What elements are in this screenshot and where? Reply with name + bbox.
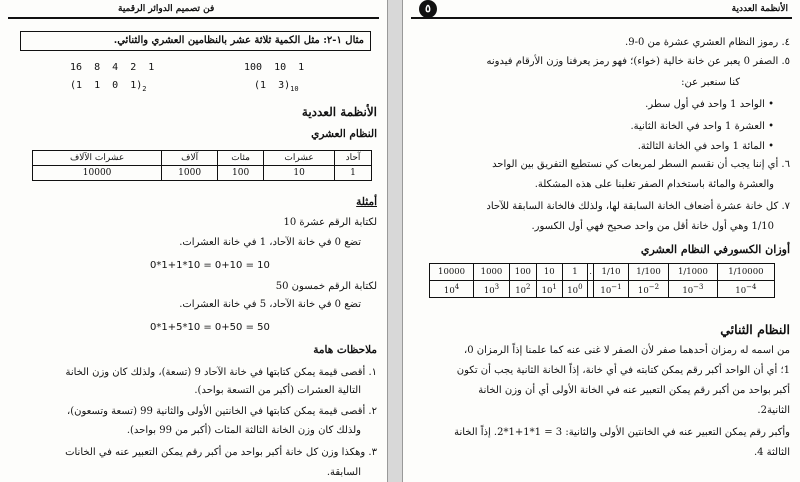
decimal-base: 10 xyxy=(290,85,299,93)
power-base: 10 xyxy=(483,285,495,296)
item-line: • الواحد 1 واحد في أول سطر. xyxy=(645,99,774,110)
decimal-digits: (1 3) xyxy=(254,80,291,91)
item-line: • العشرة 1 واحد في الخانة الثانية. xyxy=(630,121,774,132)
note-line: ٣. وهكذا وزن كل خانة أكبر بواحد من أكبر رقم يمكن التعبير عنه في الخانات xyxy=(65,447,377,458)
table-header-cell: عشرات xyxy=(264,151,335,166)
decimal-value xyxy=(254,80,299,93)
table-cell: 1000 xyxy=(162,166,218,181)
right-page xyxy=(402,0,800,482)
binary-weights: 16 8 4 2 1 xyxy=(70,62,155,73)
power-exp: 4 xyxy=(454,282,460,291)
table-cell: 1 xyxy=(562,264,588,281)
table-row xyxy=(430,281,775,298)
table-cell: . xyxy=(588,264,594,281)
binary-base: 2 xyxy=(142,85,147,93)
item-line: ٦. أي إننا يجب أن نقسم السطر لمربعات كي نستطيع التفريق بين الواحد xyxy=(492,159,790,170)
item-line: والعشرة والمائة باستخدام الصفر تغلبنا على هذه المشكلة. xyxy=(534,179,774,190)
table-cell: 10000 xyxy=(430,264,474,281)
binary-line: الثالثة 4. xyxy=(753,447,790,458)
binary-digits: (1 1 0 1) xyxy=(70,80,143,91)
item-line: ٧. كل خانة عشرة أضعاف الخانة السابقة لها، ولذلك فالخانة السابقة للآحاد xyxy=(486,201,790,212)
note-line: ولذلك كان وزن الخانة الثالثة المئات (أكبر من 99 بواحد). xyxy=(126,425,361,436)
item-line: ٥. الصفر 0 يعبر عن خانة خالية (خواء)؛ فهو رمز يعرفنا وزن الأرقام فيدونه xyxy=(486,56,790,67)
power-exp: −2 xyxy=(648,282,660,291)
table-cell: 1000 xyxy=(474,264,510,281)
table-header-row xyxy=(33,151,372,166)
binary-value xyxy=(70,80,146,93)
table-cell: 100 xyxy=(509,264,536,281)
table-cell: 100 xyxy=(218,166,264,181)
note-line: ١. أقصى قيمة يمكن كتابتها في خانة الآحاد 9 (تسعة)، ولذلك كان وزن الخانة xyxy=(65,367,377,378)
note-line: التالية العشرات (أكبر من التسعة بواحد). xyxy=(194,385,361,396)
header-title: فن تصميم الدوائر الرقمية xyxy=(118,4,215,14)
table-cell xyxy=(717,281,774,298)
item-line: • المائة 1 واحد في الخانة الثالثة. xyxy=(637,141,774,152)
item-line: 1/10 وهي أول خانة أقل من واحد صحيح فهي أول الكسور. xyxy=(531,221,774,232)
item-line: كنا سنعبر عن: xyxy=(681,77,740,88)
table-cell xyxy=(628,281,668,298)
power-base: 10 xyxy=(637,285,649,296)
power-base: 10 xyxy=(541,285,553,296)
example-2-formula: 0*1+5*10 = 0+50 = 50 xyxy=(150,322,270,333)
binary-line: 1؛ أي أن الواحد أكبر رقم يمكن كتابته في أي خانة، إذاً الخانة الثانية يجب أن تكون xyxy=(456,365,790,376)
power-base: 10 xyxy=(567,285,579,296)
header-title: الأنظمة العددية xyxy=(731,4,788,14)
binary-line: من اسمه له رمزان أحدهما صفر لأن الصفر لا غنى عنه كما علمنا إذاً الرمزان 0، xyxy=(464,345,790,356)
table-cell: 10 xyxy=(264,166,335,181)
power-exp: −1 xyxy=(611,282,622,291)
table-cell: 1 xyxy=(335,166,372,181)
power-base: 10 xyxy=(735,285,747,296)
book-gutter xyxy=(388,0,402,482)
binary-line: وأكبر رقم يمكن التعبير عنه في الخانتين الأولى والثانية: 3 = 1*1+1*2. إذاً الخانة xyxy=(454,427,790,438)
table-cell: 1/100 xyxy=(628,264,668,281)
table-cell xyxy=(474,281,510,298)
table-header-cell: آحاد xyxy=(335,151,372,166)
examples-title: أمثلة xyxy=(356,196,377,208)
binary-line: الثانية2. xyxy=(757,405,790,416)
example-2-text: تضع 0 في خانة الآحاد، 5 في خانة العشرات. xyxy=(179,299,361,310)
table-cell xyxy=(669,281,718,298)
table-cell: 1/10 xyxy=(594,264,629,281)
example-1-text: تضع 0 في خانة الآحاد، 1 في خانة العشرات. xyxy=(179,237,361,248)
example-1-title: لكتابة الرقم عشرة 10 xyxy=(283,217,377,228)
table-cell xyxy=(562,281,588,298)
note-line: ٢. أقصى قيمة يمكن كتابتها في الخانتين الأولى والثانية 99 (تسعة وتسعون)، xyxy=(67,406,377,417)
fraction-weights-table xyxy=(429,263,775,298)
table-cell xyxy=(430,281,474,298)
page-number: ٥ xyxy=(419,0,437,18)
table-cell xyxy=(509,281,536,298)
section-title-numbering: الأنظمة العددية xyxy=(301,105,377,119)
binary-section-title: النظام الثنائي xyxy=(720,322,790,337)
table-cell: 1/1000 xyxy=(669,264,718,281)
section-title-decimal: النظام العشري xyxy=(311,128,377,140)
example-1-formula: 0*1+1*10 = 0+10 = 10 xyxy=(150,260,270,271)
table-cell: 1/10000 xyxy=(717,264,774,281)
place-value-table xyxy=(32,150,372,181)
example-2-title: لكتابة الرقم خمسون 50 xyxy=(275,281,377,292)
power-exp: 1 xyxy=(552,282,557,291)
table-header-cell: عشرات الآلاف xyxy=(33,151,162,166)
notes-title: ملاحظات هامة xyxy=(313,344,377,356)
page-header xyxy=(411,3,792,19)
power-exp: −3 xyxy=(693,282,704,291)
item-line: ٤. رموز النظام العشري عشرة من 0-9. xyxy=(625,37,790,48)
table-cell xyxy=(536,281,562,298)
table-header-cell: مئات xyxy=(218,151,264,166)
weights-title: أوزان الكسورفي النظام العشري xyxy=(640,243,790,256)
example-box: مثال ١-٢: مثل الكمية ثلاثة عشر بالنظامين العشري والثنائي. xyxy=(20,31,371,51)
page-header xyxy=(8,3,379,19)
table-cell: 10000 xyxy=(33,166,162,181)
table-row xyxy=(430,264,775,281)
power-exp: 2 xyxy=(526,282,531,291)
power-exp: −4 xyxy=(746,282,757,291)
note-line: السابقة. xyxy=(326,467,361,478)
power-base: 10 xyxy=(443,285,455,296)
power-exp: 3 xyxy=(494,282,500,291)
decimal-weights: 100 10 1 xyxy=(244,62,305,73)
power-base: 10 xyxy=(682,285,694,296)
table-cell: 10 xyxy=(536,264,562,281)
power-base: 10 xyxy=(600,285,612,296)
binary-line: أكبر بواحد من أكبر رقم يمكن التعبير عنه في الخانة الأولى أي أن وزن الخانة xyxy=(478,385,790,396)
table-header-cell: آلاف xyxy=(162,151,218,166)
table-cell xyxy=(594,281,629,298)
power-base: 10 xyxy=(515,285,527,296)
power-exp: 0 xyxy=(578,282,583,291)
table-row xyxy=(33,166,372,181)
left-page xyxy=(0,0,388,482)
